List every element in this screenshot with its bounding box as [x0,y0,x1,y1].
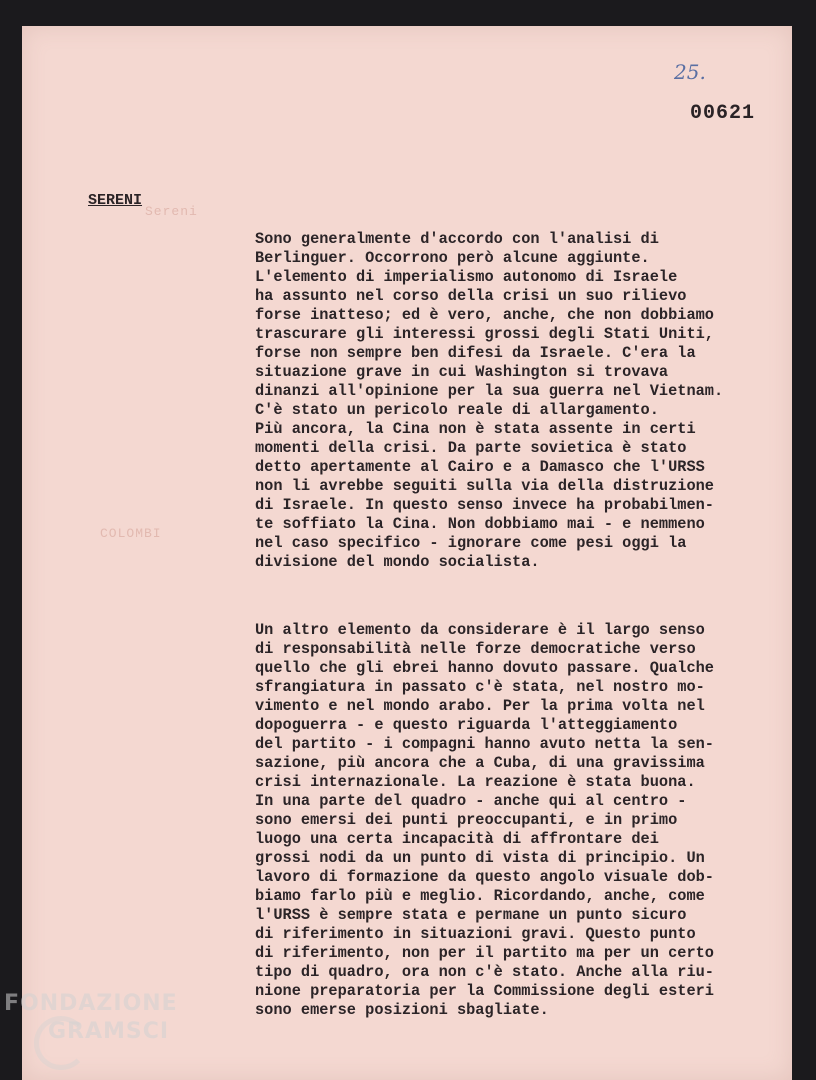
text-line: sfrangiatura in passato c'è stata, nel nostro mo- [255,678,705,696]
text-line: forse inatteso; ed è vero, anche, che non dobbiamo [255,306,714,324]
text-line: In una parte del quadro - anche qui al centro - [255,792,687,810]
fondazione-gramsci-watermark [4,990,178,1046]
text-line: divisione del mondo socialista. [255,553,540,571]
text-line: di responsabilità nelle forze democratiche verso [255,640,696,658]
document-number: 00621 [690,102,756,125]
text-line: lavoro di formazione da questo angolo visuale dob- [255,868,714,886]
text-line: biamo farlo più e meglio. Ricordando, anche, come [255,887,705,905]
text-line: forse non sempre ben difesi da Israele. C'era la [255,344,696,362]
text-line: grossi nodi da un punto di vista di principio. Un [255,849,705,867]
text-line: nel caso specifico - ignorare come pesi oggi la [255,534,687,552]
text-line: Sono generalmente d'accordo con l'analisi di [255,230,659,248]
text-line: del partito - i compagni hanno avuto netta la sen- [255,735,714,753]
text-line: dinanzi all'opinione per la sua guerra nel Vietnam. [255,382,724,400]
text-line: sazione, più ancora che a Cuba, di una gravissima [255,754,705,772]
text-line: L'elemento di imperialismo autonomo di Israele [255,268,678,286]
text-line: luogo una certa incapacità di affrontare dei [255,830,659,848]
text-line: sono emersi dei punti preoccupanti, e in primo [255,811,678,829]
text-line: Più ancora, la Cina non è stata assente in certi [255,420,696,438]
text-line: non li avrebbe seguiti sulla via della distruzione [255,477,714,495]
text-line: l'URSS è sempre stata e permane un punto sicuro [255,906,687,924]
text-line: di Israele. In questo senso invece ha probabilmen- [255,496,714,514]
watermark-line: GRAMSCI [48,1019,170,1044]
text-line: sono emerse posizioni sbagliate. [255,1001,549,1019]
bleed-through-text: Sereni [145,204,198,219]
bleed-through-text: COLOMBI [100,526,162,541]
paragraph [255,621,770,1020]
watermark-line: FONDAZIONE [4,991,178,1016]
text-line: di riferimento, non per il partito ma per un certo [255,944,714,962]
text-line: tipo di quadro, ora non c'è stato. Anche alla riu- [255,963,714,981]
text-line: trascurare gli interessi grossi degli Stati Uniti, [255,325,714,343]
text-line: situazione grave in cui Washington si trovava [255,363,669,381]
text-line: di riferimento in situazioni gravi. Questo punto [255,925,696,943]
text-line: Un altro elemento da considerare è il largo senso [255,621,705,639]
text-line: te soffiato la Cina. Non dobbiamo mai - e nemmeno [255,515,705,533]
text-line: crisi internazionale. La reazione è stata buona. [255,773,696,791]
text-line: quello che gli ebrei hanno dovuto passare. Qualche [255,659,714,677]
text-line: vimento e nel mondo arabo. Per la prima volta nel [255,697,705,715]
text-line: ha assunto nel corso della crisi un suo rilievo [255,287,687,305]
handwritten-page-number: 25. [674,60,706,84]
paragraph [255,230,770,572]
text-line: detto apertamente al Cairo e a Damasco che l'URSS [255,458,705,476]
text-line: Berlinguer. Occorrono però alcune aggiunte. [255,249,650,267]
text-line: C'è stato un pericolo reale di allargamento. [255,401,659,419]
speech-body [255,192,770,1039]
text-line: dopoguerra - e questo riguarda l'atteggiamento [255,716,678,734]
speaker-name: SERENI [88,192,143,209]
text-line: momenti della crisi. Da parte sovietica è stato [255,439,687,457]
text-line: nione preparatoria per la Commissione degli esteri [255,982,714,1000]
